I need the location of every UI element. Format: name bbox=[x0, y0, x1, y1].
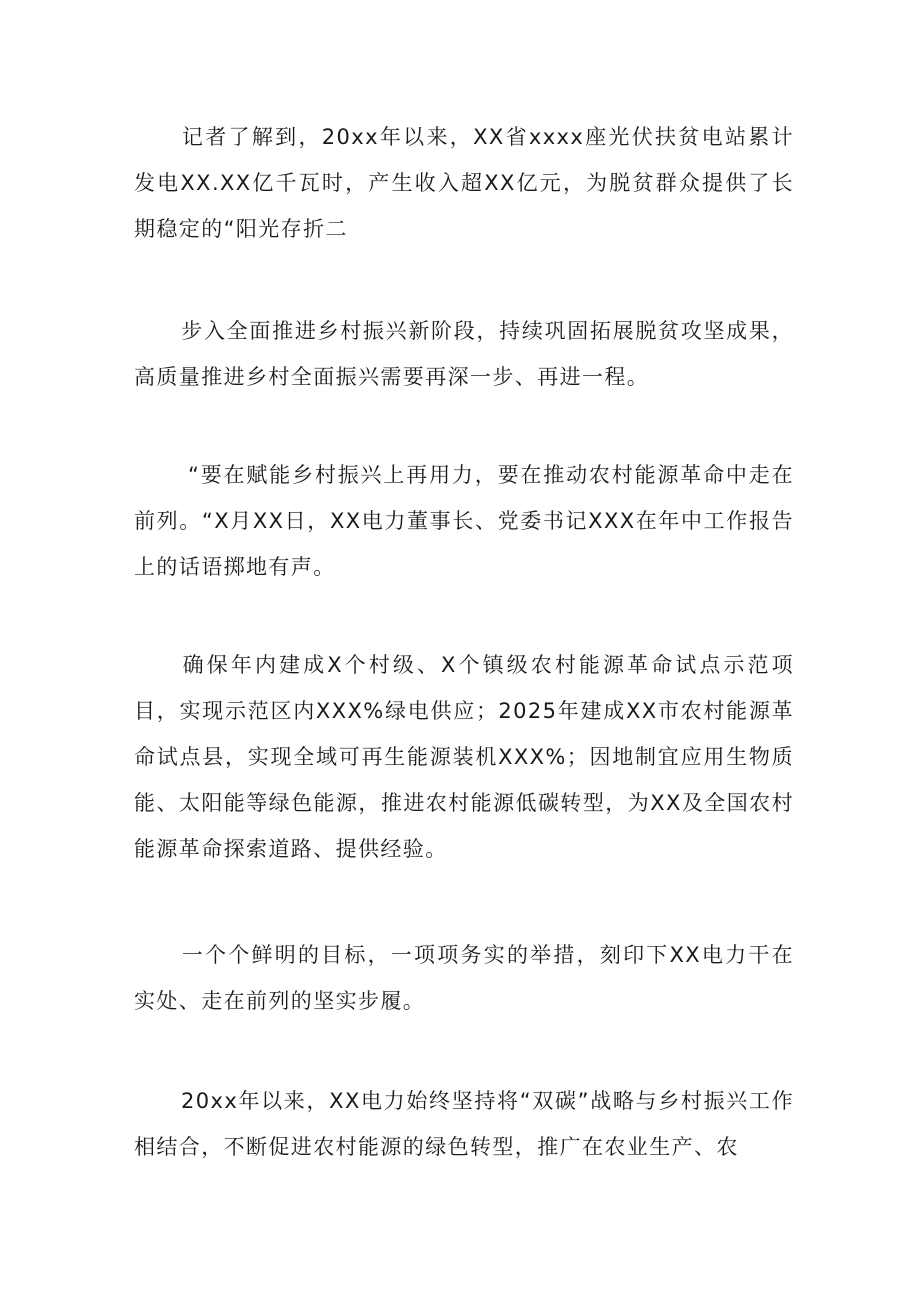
paragraph-4-text: 确保年内建成X个村级、X个镇级农村能源革命试点示范项目，实现示范区内XXX%绿电供应；2025年建成XX市农村能源革命试点县，实现全域可再生能源装机XXX%；因地制宜应用生物质能、太阳能等绿色能源，推进农村能源低碳转型，为XX及全国农村能源革命探索道路、提供经验。 bbox=[134, 653, 794, 861]
paragraph-5-text: 一个个鲜明的目标，一项项务实的举措，刻印下XX电力干在实处、走在前列的坚实步履。 bbox=[134, 943, 794, 1013]
paragraph-2-text: 步入全面推进乡村振兴新阶段，持续巩固拓展脱贫攻坚成果，高质量推进乡村全面振兴需要再深一步、再进一程。 bbox=[134, 319, 794, 389]
paragraph-6 bbox=[134, 1078, 794, 1170]
paragraph-5 bbox=[134, 932, 794, 1024]
paragraph-3-text: “要在赋能乡村振兴上再用力，要在推动农村能源革命中走在前列。“X月XX日，XX电力董事长、党委书记XXX在年中工作报告上的话语掷地有声。 bbox=[134, 463, 794, 579]
paragraph-1-text: 记者了解到，20xx年以来，XX省xxxx座光伏扶贫电站累计发电XX.XX亿千瓦时，产生收入超XX亿元，为脱贫群众提供了长期稳定的“阳光存折二 bbox=[134, 125, 794, 241]
paragraph-1 bbox=[134, 114, 794, 252]
paragraph-2 bbox=[134, 308, 794, 400]
paragraph-3 bbox=[134, 452, 794, 590]
paragraph-4 bbox=[134, 642, 794, 872]
paragraph-6-text: 20xx年以来，XX电力始终坚持将“双碳”战略与乡村振兴工作相结合，不断促进农村能源的绿色转型，推广在农业生产、农 bbox=[134, 1089, 794, 1159]
